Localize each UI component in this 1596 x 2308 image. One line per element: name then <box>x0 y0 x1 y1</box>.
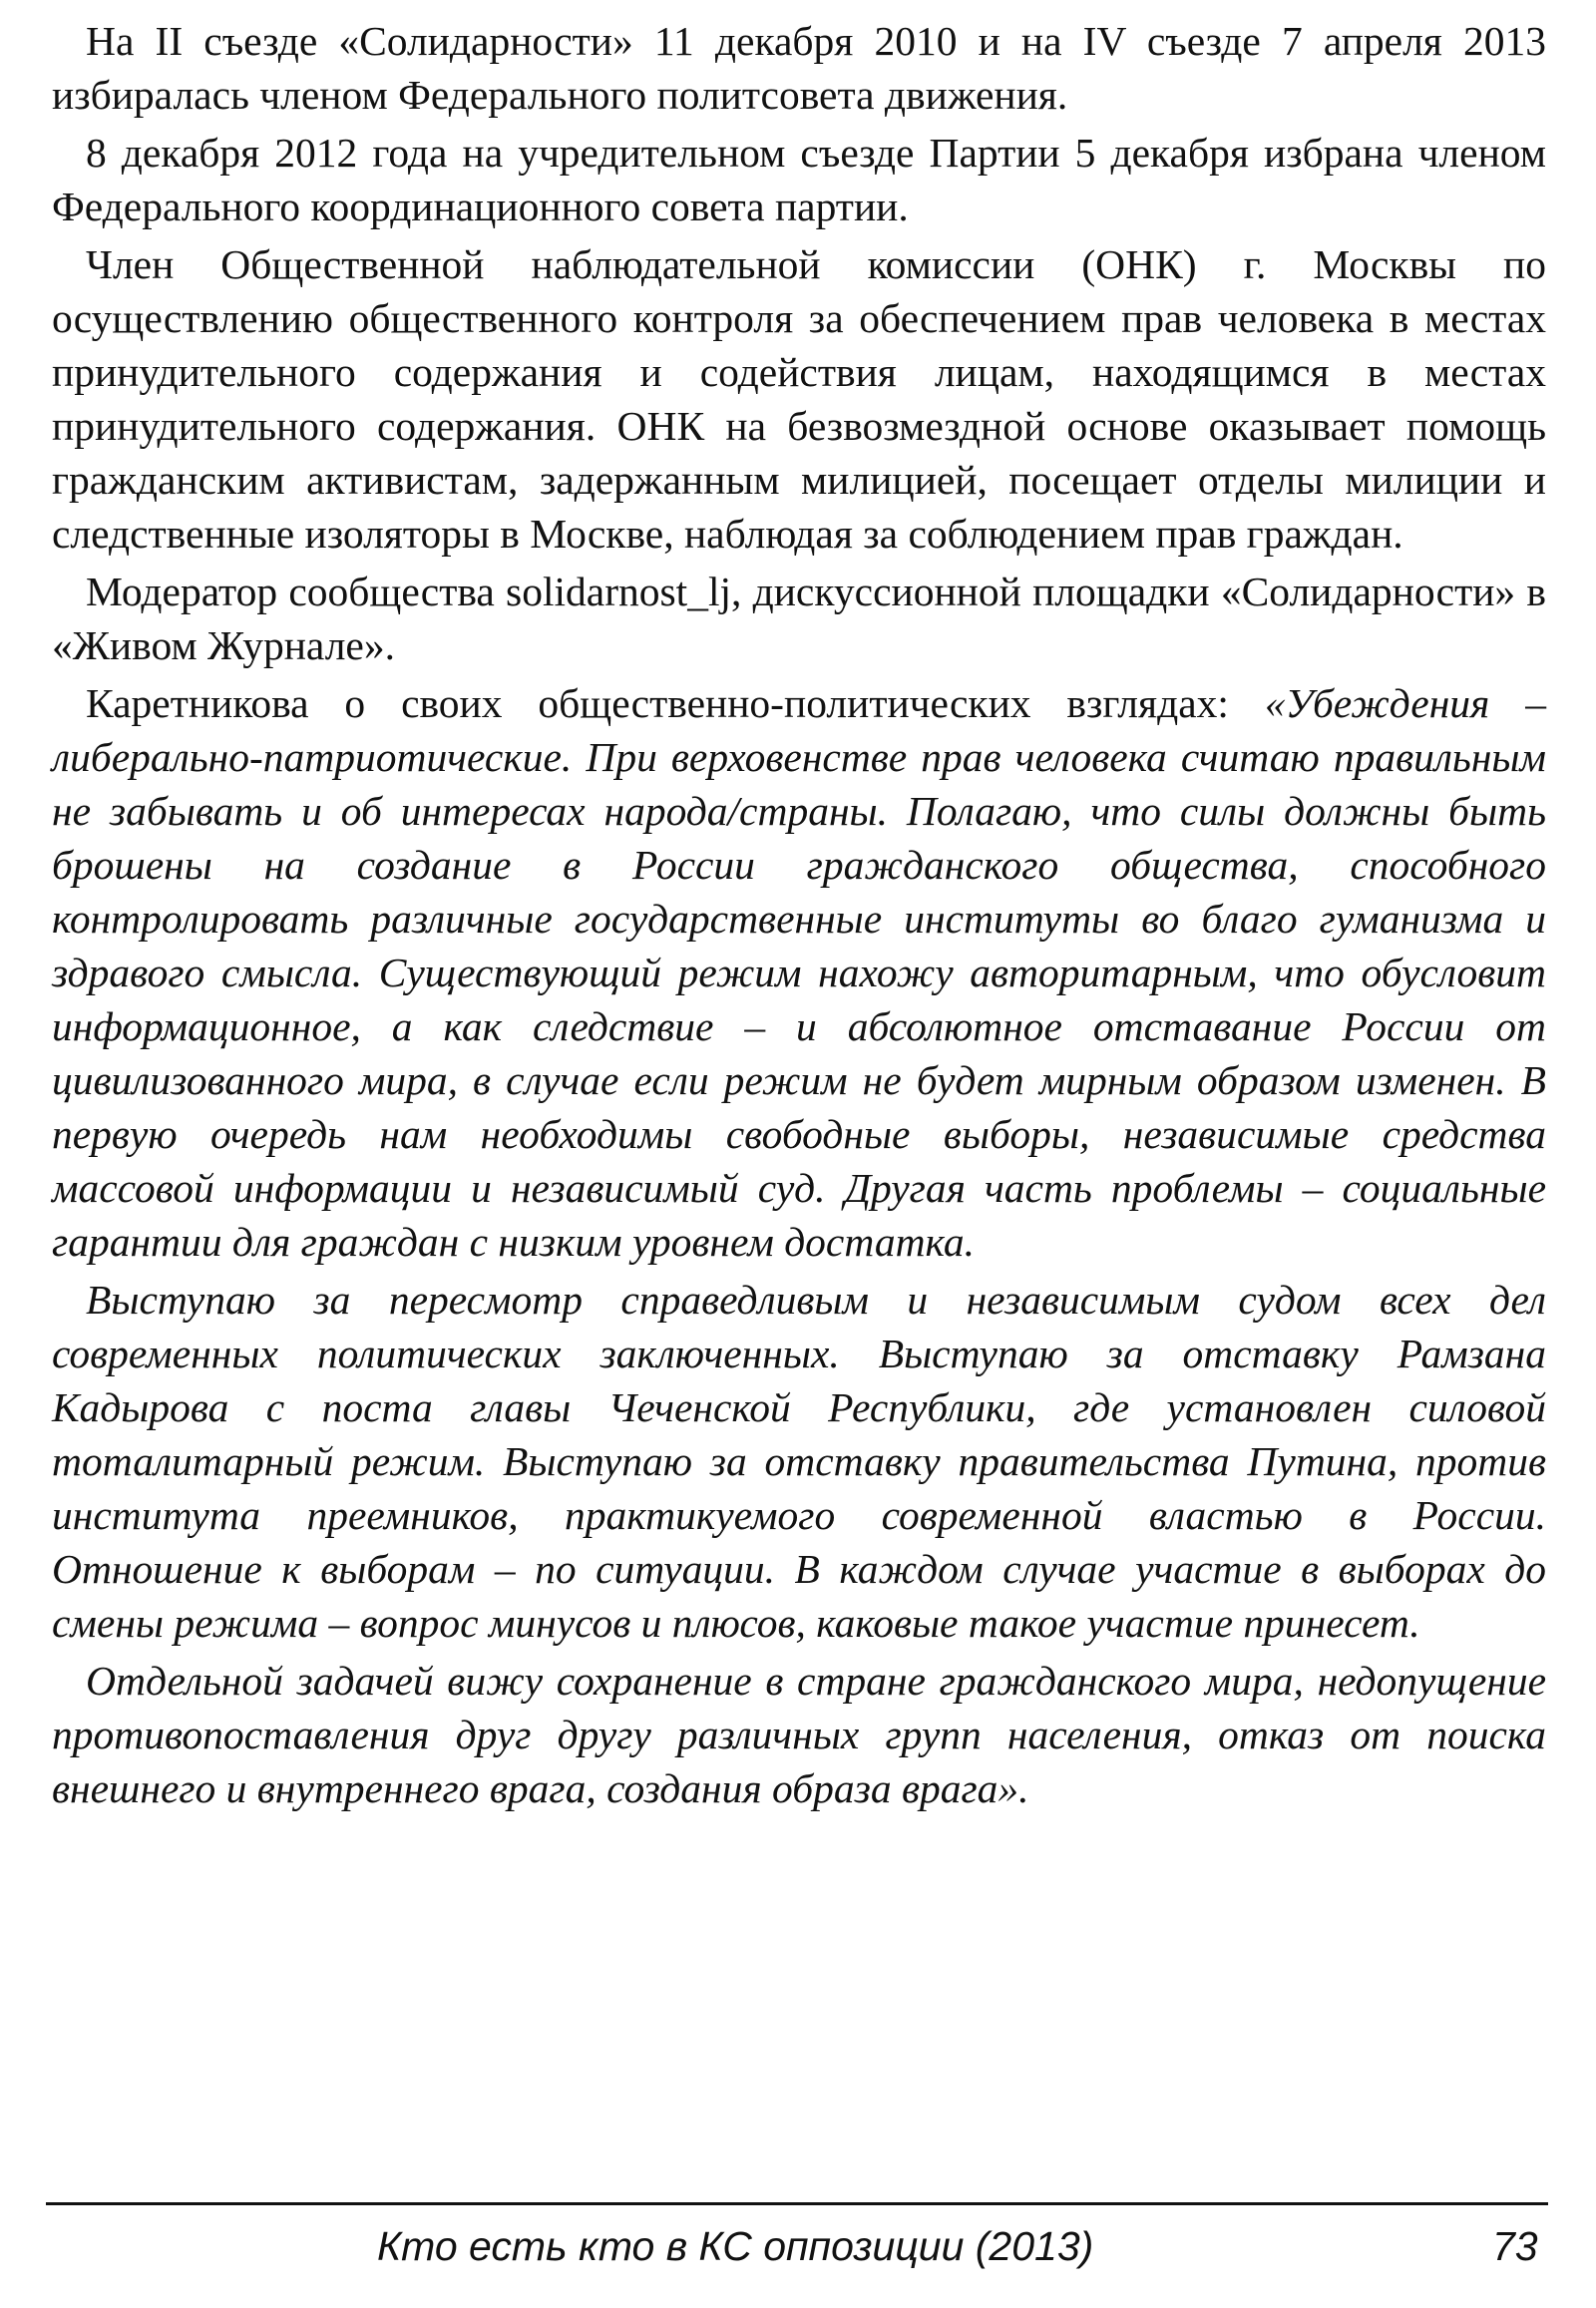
paragraph-congress-solidarity: На II съезде «Солидарности» 11 декабря 2010 и на IV съезде 7 апреля 2013 избиралась членом Федерального политсовета движения. <box>52 18 1546 118</box>
paragraph-quote-positions: Выступаю за пересмотр справедливым и независимым судом всех дел современных политических заключенных. Выступаю за отставку Рамзана Кадырова с поста главы Чеченской Республики, где установлен силовой тоталитарный режим. Выступаю за отставку правительства Путина, против института преемников, практикуемого современной властью в России. Отношение к выборам – по ситуации. В каждом случае участие в выборах до смены режима – вопрос минусов и плюсов, каковые такое участие принесет. <box>52 1277 1546 1646</box>
paragraph-moderator: Модератор сообщества solidarnost_lj, дискуссионной площадки «Солидарности» в «Живом Журнале». <box>52 569 1546 668</box>
views-quote-text: «Убеждения – либерально-патриотические. При верховенстве прав человека считаю правильным не забывать и об интересах народа/страны. Полагаю, что силы должны быть брошены на создание в России гражданского общества, способного контролировать различные государственные институты во благо гуманизма и здравого смысла. Существующий режим нахожу авторитарным, что обусловит информационное, а как следствие – и абсолютное отставание России от цивилизованного мира, в случае если режим не будет мирным образом изменен. В первую очередь нам необходимы свободные выборы, независимые средства массовой информации и независимый суд. Другая часть проблемы – социальные гарантии для граждан с низким уровнем достатка. <box>52 680 1546 1265</box>
footer-book-title: Кто есть кто в КС оппозиции (2013) <box>377 2223 1094 2269</box>
paragraph-party-council: 8 декабря 2012 года на учредительном съезде Партии 5 декабря избрана членом Федерального координационного совета партии. <box>52 130 1546 229</box>
footer-divider <box>46 2202 1548 2205</box>
paragraph-onk-member: Член Общественной наблюдательной комиссии (ОНК) г. Москвы по осуществлению общественного контроля за обеспечением прав человека в местах принудительного содержания и содействия лицам, находящимся в местах принудительного содержания. ОНК на безвозмездной основе оказывает помощь гражданским активистам, задержанным милицией, посещает отделы милиции и следственные изоляторы в Москве, наблюдая за соблюдением прав граждан. <box>52 241 1546 557</box>
paragraph-political-views <box>52 676 1546 1269</box>
document-body <box>52 14 1546 1819</box>
paragraph-quote-civil-peace: Отдельной задачей вижу сохранение в стране гражданского мира, недопущение противопоставления друг другу различных групп населения, отказ от поиска внешнего и внутреннего врага, создания образа врага». <box>52 1658 1546 1811</box>
page-number: 73 <box>1492 2223 1538 2269</box>
views-lead-text: Каретникова о своих общественно-политических взглядах: <box>86 680 1265 726</box>
